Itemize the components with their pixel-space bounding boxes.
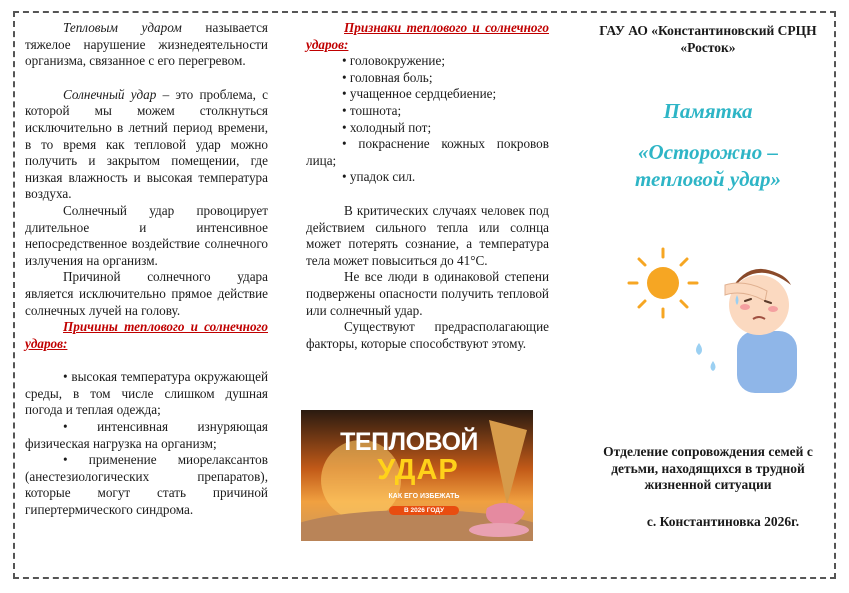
title-memo: Памятка (663, 99, 753, 123)
place-and-year: с. Константиновка 2026г. (646, 514, 800, 529)
organization-name: ГАУ АО «Константиновский СРЦН «Росток» (599, 23, 817, 55)
list-item: • холодный пот; (342, 119, 432, 135)
department-name: Отделение сопровождения семей с детьми, находящихся в трудной жизненной ситуации (603, 444, 813, 492)
banner-line-3: КАК ЕГО ИЗБЕЖАТЬ (388, 493, 460, 500)
column-middle (306, 20, 549, 352)
paragraph-susceptibility: Не все люди в одинаковой степени подвержены опасности получить тепловой или солнечный удар. (306, 269, 549, 318)
term-sunstroke: Солнечный удар (63, 86, 157, 102)
column-left (25, 20, 268, 519)
column-right (580, 20, 836, 529)
heatstroke-banner-image (301, 410, 533, 541)
signs-heading: Признаки теплового и солнечного ударов: (306, 20, 549, 52)
definition-sunstroke: Солнечный удар – это проблема, с которой мы можем столкнуться исключительно в летний период времени, в то время как тепловой удар можно получить и закрытом помещении, где низкая влажность и высокая температура воздуха. (25, 86, 268, 202)
list-item: • интенсивная изнуряющая физическая нагрузка на организм; (25, 419, 268, 451)
term-heatstroke: Тепловым ударом (63, 20, 182, 35)
sun-icon (629, 249, 697, 317)
list-item: • высокая температура окружающей среды, в том числе слишком душная погода и теплая одежда; (25, 369, 268, 418)
list-item: • учащенное сердцебиение; (342, 86, 497, 102)
signs-list (306, 53, 549, 186)
definition-heatstroke: Тепловым ударом называется тяжелое нарушение жизнедеятельности организма, связанное с его перегревом. (25, 20, 268, 69)
banner-year-badge: В 2026 ГОДУ (389, 506, 459, 515)
paragraph-critical: В критических случаях человек под действием сильного тепла или солнца может потерять сознание, а температура тела может повыситься до 41°С. (306, 202, 549, 268)
list-item: • применение миорелаксантов (анестезиологических препаратов), которые могут стать причиной гипертермического синдрома. (25, 452, 268, 518)
sweat-drop-icon (696, 343, 716, 371)
list-item: • тошнота; (342, 102, 402, 118)
title-caution: «Осторожно – тепловой удар» (634, 140, 782, 191)
ice-cream-cone-icon (489, 420, 527, 505)
list-item: • головная боль; (342, 69, 433, 85)
list-item: • покраснение кожных покровов лица; (306, 136, 549, 168)
paragraph-sunstroke-reason: Причиной солнечного удара является исключительно прямое действие солнечных лучей на голову. (25, 269, 268, 318)
list-item: • головокружение; (342, 53, 445, 69)
causes-list (25, 369, 268, 518)
causes-heading: Причины теплового и солнечного ударов: (25, 319, 268, 351)
banner-line-1: ТЕПЛОВОЙ (340, 428, 478, 456)
paragraph-sunstroke-cause: Солнечный удар провоцирует длительное и интенсивное непосредственное воздействие солнечного излучения на организм. (25, 202, 268, 268)
banner-line-2: УДАР (377, 454, 459, 486)
paragraph-factors: Существуют предрасполагающие факторы, которые способствуют этому. (306, 319, 549, 351)
sun-and-child-illustration (625, 235, 805, 395)
child-icon (725, 269, 797, 393)
list-item: • упадок сил. (342, 169, 416, 185)
